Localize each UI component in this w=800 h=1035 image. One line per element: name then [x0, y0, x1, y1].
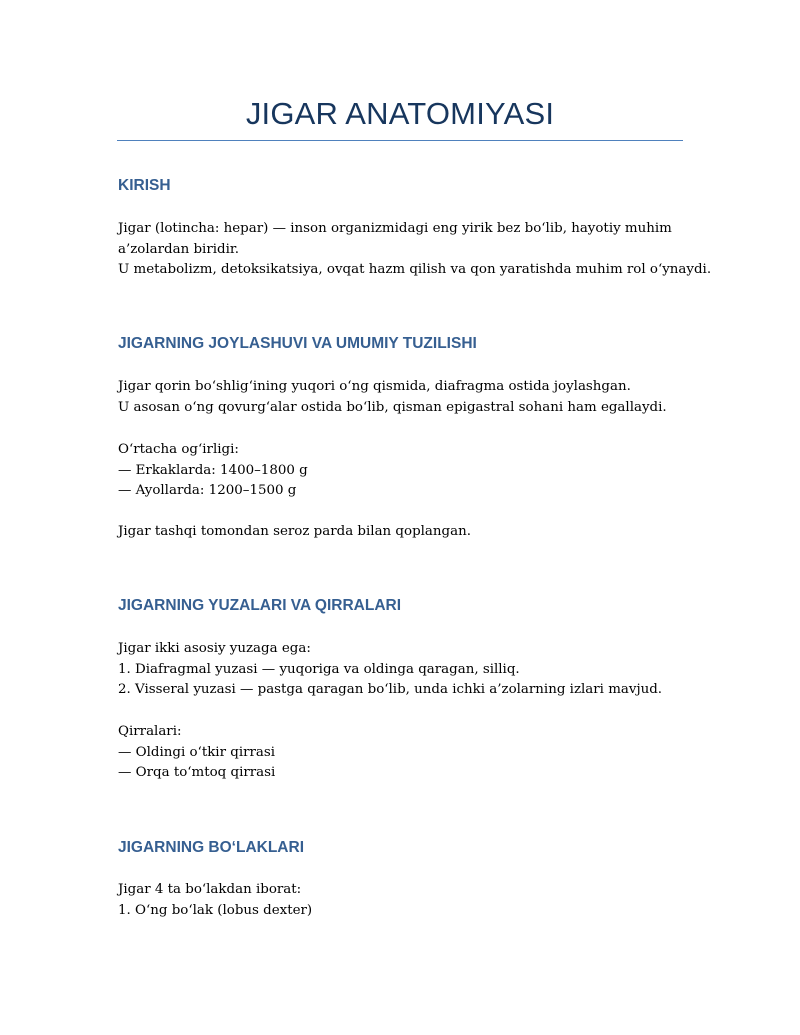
- text-line: 1. Diafragmal yuzasi — yuqoriga va oldinga qaragan, silliq.: [118, 661, 520, 677]
- text-line: Jigar tashqi tomondan seroz parda bilan qoplangan.: [118, 524, 471, 539]
- text-line: — Oldingi o‘tkir qirrasi: [118, 744, 276, 760]
- text-line: Qirralari:: [118, 724, 182, 739]
- paragraph: [118, 219, 712, 281]
- text-line: a’zolardan biridir.: [118, 241, 240, 257]
- text-line: — Orqa to‘mtoq qirrasi: [118, 765, 276, 781]
- paragraph: [118, 522, 684, 543]
- text-line: — Erkaklarda: 1400–1800 g: [118, 462, 308, 478]
- section-heading-bolaklari: JIGARNING BO‘LAKLARI: [118, 839, 304, 856]
- text-line: 1. O‘ng bo‘lak (lobus dexter): [118, 902, 313, 918]
- title-underline: [117, 140, 683, 141]
- text-line: U metabolizm, detoksikatsiya, ovqat hazm qilish va qon yaratishda muhim rol o‘ynaydi.: [118, 262, 712, 278]
- text-line: U asosan o‘ng qovurg‘alar ostida bo‘lib, qisman epigastral sohani ham egallaydi.: [118, 399, 667, 415]
- text-line: O‘rtacha og‘irligi:: [118, 442, 239, 457]
- text-line: Jigar (lotincha: hepar) — inson organizmidagi eng yirik bez bo‘lib, hayotiy muhim: [118, 221, 672, 236]
- paragraph: [118, 440, 684, 502]
- section-heading-joylashuvi: JIGARNING JOYLASHUVI VA UMUMIY TUZILISHI: [118, 335, 477, 352]
- document-title: JIGAR ANATOMIYASI: [245, 96, 555, 131]
- paragraph: [118, 377, 684, 418]
- section-heading-kirish: KIRISH: [118, 177, 171, 194]
- text-line: Jigar qorin bo‘shlig‘ining yuqori o‘ng qismida, diafragma ostida joylashgan.: [118, 379, 631, 394]
- paragraph: [118, 722, 684, 784]
- paragraph: [118, 639, 684, 701]
- text-line: 2. Visseral yuzasi — pastga qaragan bo‘lib, unda ichki a’zolarning izlari mavjud.: [118, 682, 663, 698]
- text-line: — Ayollarda: 1200–1500 g: [118, 483, 297, 499]
- text-line: Jigar 4 ta bo‘lakdan iborat:: [118, 882, 302, 897]
- text-line: Jigar ikki asosiy yuzaga ega:: [118, 641, 311, 656]
- paragraph: [118, 880, 684, 921]
- section-heading-yuzalari: JIGARNING YUZALARI VA QIRRALARI: [118, 597, 402, 614]
